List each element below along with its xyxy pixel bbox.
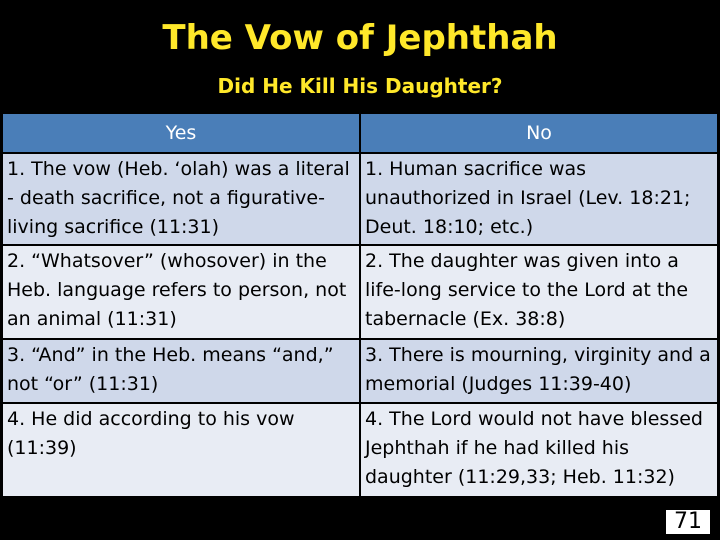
slide-title: The Vow of Jephthah	[162, 18, 558, 58]
slide-subtitle: Did He Kill His Daughter?	[217, 74, 503, 98]
slide-number: 71	[664, 508, 712, 536]
row-3-no: 3. There is mourning, virginity and a memorial (Judges 11:39-40)	[361, 340, 717, 402]
comparison-table	[3, 114, 717, 496]
row-2-yes: 2. “Whatsover” (whosover) in the Heb. language refers to person, not an animal (11:31)	[3, 246, 359, 338]
row-3-yes: 3. “And” in the Heb. means “and,” not “or” (11:31)	[3, 340, 359, 402]
header-yes: Yes	[3, 114, 359, 152]
row-4-no: 4. The Lord would not have blessed Jephthah if he had killed his daughter (11:29,33; Heb. 11:32)	[361, 404, 717, 496]
row-1-no: 1. Human sacrifice was unauthorized in Israel (Lev. 18:21; Deut. 18:10; etc.)	[361, 154, 717, 244]
row-1-yes: 1. The vow (Heb. ‘olah) was a literal - death sacrifice, not a figurative-living sacrifice (11:31)	[3, 154, 359, 244]
row-2-no: 2. The daughter was given into a life-long service to the Lord at the tabernacle (Ex. 38:8)	[361, 246, 717, 338]
row-4-yes: 4. He did according to his vow (11:39)	[3, 404, 359, 496]
header-no: No	[361, 114, 717, 152]
